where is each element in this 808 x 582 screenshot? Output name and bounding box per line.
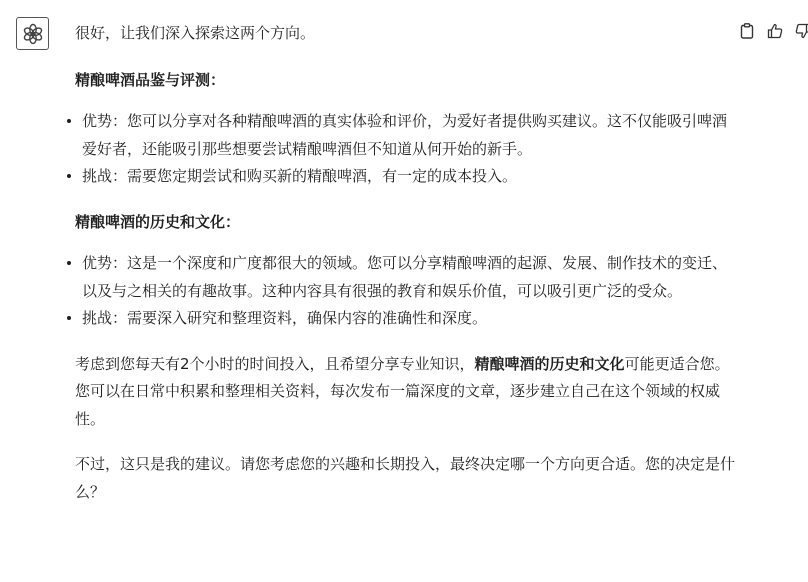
clipboard-icon: [740, 23, 754, 39]
list-item: 挑战：需要深入研究和整理资料，确保内容的准确性和深度。: [75, 305, 735, 333]
copy-button[interactable]: [738, 22, 756, 40]
recommendation-highlight: 精酿啤酒的历史和文化: [474, 354, 625, 373]
section2-heading: 精酿啤酒的历史和文化：: [75, 212, 241, 231]
intro-text: 很好，让我们深入探索这两个方向。: [75, 24, 316, 42]
dislike-button[interactable]: [794, 22, 808, 40]
recommendation-paragraph: [75, 351, 735, 434]
list-item: 挑战：需要您定期尝试和购买新的精酿啤酒，有一定的成本投入。: [75, 163, 735, 191]
section1-heading: 精酿啤酒品鉴与评测：: [75, 70, 226, 89]
assistant-message: [75, 20, 735, 506]
recommendation-text-after: 可能更适合您。您可以在日常中积累和整理相关资料，每次发布一篇深度的文章，逐步建立自己在这个领域的权威性。: [75, 354, 730, 428]
openai-logo-icon: [21, 22, 45, 46]
thumbs-up-icon: [767, 23, 783, 39]
thumbs-down-icon: [795, 23, 808, 39]
list-item: 优势：这是一个深度和广度都很大的领域。您可以分享精酿啤酒的起源、发展、制作技术的变迁、以及与之相关的有趣故事。这种内容具有很强的教育和娱乐价值，可以吸引更广泛的受众。: [75, 250, 735, 305]
section1-list: [75, 108, 735, 191]
assistant-avatar: [16, 17, 49, 50]
section2-list: [75, 250, 735, 333]
closing-paragraph: 不过，这只是我的建议。请您考虑您的兴趣和长期投入，最终决定哪一个方向更合适。您的决定是什么？: [75, 455, 736, 501]
recommendation-text-before: 考虑到您每天有2个小时的时间投入，且希望分享专业知识，: [75, 354, 475, 373]
message-actions: [738, 22, 808, 40]
like-button[interactable]: [766, 22, 784, 40]
list-item: 优势：您可以分享对各种精酿啤酒的真实体验和评价，为爱好者提供购买建议。这不仅能吸引啤酒爱好者，还能吸引那些想要尝试精酿啤酒但不知道从何开始的新手。: [75, 108, 735, 163]
